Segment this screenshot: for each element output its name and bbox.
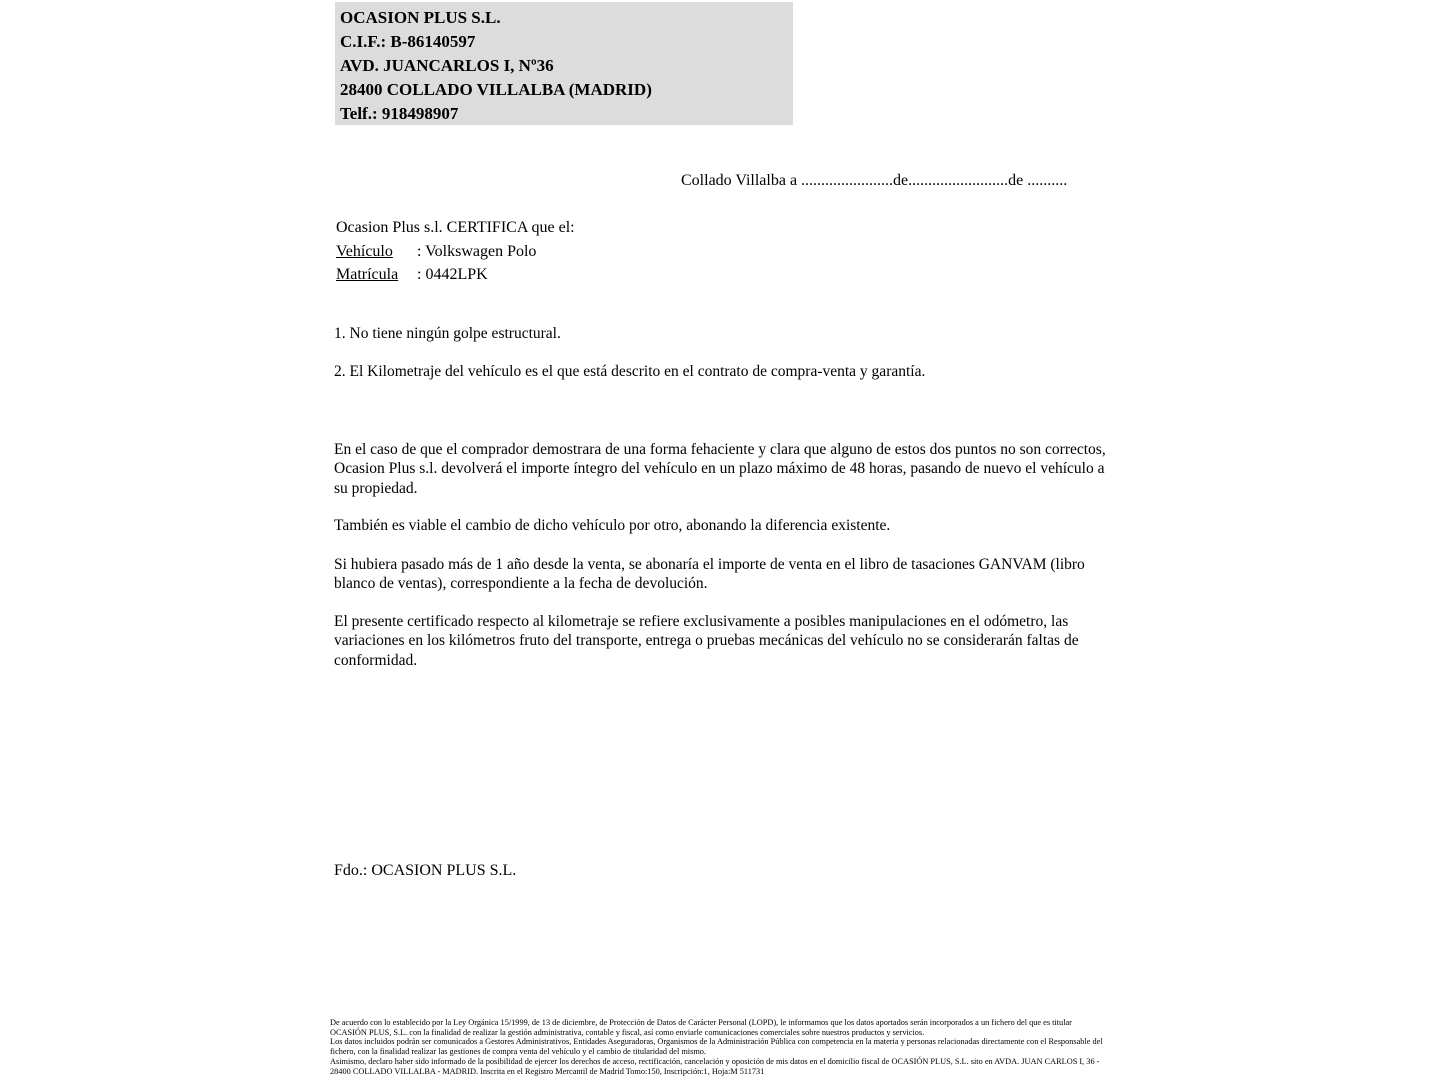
company-city: 28400 COLLADO VILLALBA (MADRID) — [340, 80, 652, 99]
certification-intro: Ocasion Plus s.l. CERTIFICA que el: — [336, 219, 575, 236]
plate-label: Matrícula — [336, 266, 399, 284]
date-fill-in-line: Collado Villalba a .......................de.........................de .......... — [681, 172, 1068, 189]
paragraph-refund-conditions: En el caso de que el comprador demostrara de una forma fehaciente y clara que alguno de estos dos puntos no son correctos, Ocasion Plus s.l. devolverá el importe íntegro del vehículo en un plazo máximo de 48 horas, pasando de nuevo el vehículo a su propiedad. — [334, 441, 1106, 497]
company-cif: C.I.F.: B-86140597 — [340, 32, 476, 51]
company-address: AVD. JUANCARLOS I, Nº36 — [340, 56, 554, 75]
signature-line: Fdo.: OCASION PLUS S.L. — [334, 862, 517, 879]
plate-value: : 0442LPK — [417, 266, 488, 284]
company-header-box — [335, 2, 793, 125]
certification-block — [336, 216, 575, 287]
plate-row — [336, 263, 575, 287]
paragraph-ganvam-valuation: Si hubiera pasado más de 1 año desde la venta, se abonaría el importe de venta en el libro de tasaciones GANVAM (libro blanco de ventas), correspondiente a la fecha de devolución. — [334, 556, 1085, 593]
clause-mileage: 2. El Kilometraje del vehículo es el que está descrito en el contrato de compra-venta y garantía. — [334, 363, 926, 380]
vehicle-value: : Volkswagen Polo — [417, 242, 537, 260]
vehicle-row — [336, 240, 575, 264]
legal-paragraph-lopd: De acuerdo con lo establecido por la Ley Orgánica 15/1999, de 13 de diciembre, de Protección de Datos de Carácter Personal (LOPD), le informamos que los datos aportados serán incorporados a un fichero del que es titular OCASIÓN PLUS, S.L. con la finalidad de realizar la gestión administrativa, contable y fiscal, así como enviarle comunicaciones comerciales sobre nuestros productos y servicios. — [330, 1018, 1072, 1037]
clause-structural-damage: 1. No tiene ningún golpe estructural. — [334, 325, 561, 342]
legal-paragraph-rights: Asimismo, declaro haber sido informado de la posibilidad de ejercer los derechos de acceso, rectificación, cancelación y oposición de mis datos en el domicilio fiscal de OCASIÓN PLUS, S.L. sito en AVDA. JUAN CARLOS I, 36 - 28400 COLLADO VILLALBA - MADRID. Inscrita en el Registro Mercantil de Madrid Tomo:150, Inscripción:1, Hoja:M 511731 — [330, 1056, 1100, 1076]
company-name: OCASION PLUS S.L. — [340, 8, 501, 27]
paragraph-odometer-disclaimer: El presente certificado respecto al kilometraje se refiere exclusivamente a posibles manipulaciones en el odómetro, las variaciones en los kilómetros fruto del transporte, entrega o pruebas mecánicas del vehículo no se considerarán faltas de conformidad. — [334, 613, 1079, 669]
legal-paragraph-data-sharing: Los datos incluidos podrán ser comunicados a Gestores Administrativos, Entidades Aseguradoras, Organismos de la Administración Pública con competencia en la materia y personas relacionadas directamente con el Responsable del fichero, con la finalidad realizar las gestiones de compra venta del vehículo y el cambio de titularidad del mismo. — [330, 1037, 1103, 1057]
company-phone: Telf.: 918498907 — [340, 104, 459, 123]
vehicle-label: Vehículo — [336, 242, 393, 260]
paragraph-vehicle-exchange: También es viable el cambio de dicho vehículo por otro, abonando la diferencia existente. — [334, 517, 891, 534]
legal-footer — [330, 1018, 1110, 1076]
